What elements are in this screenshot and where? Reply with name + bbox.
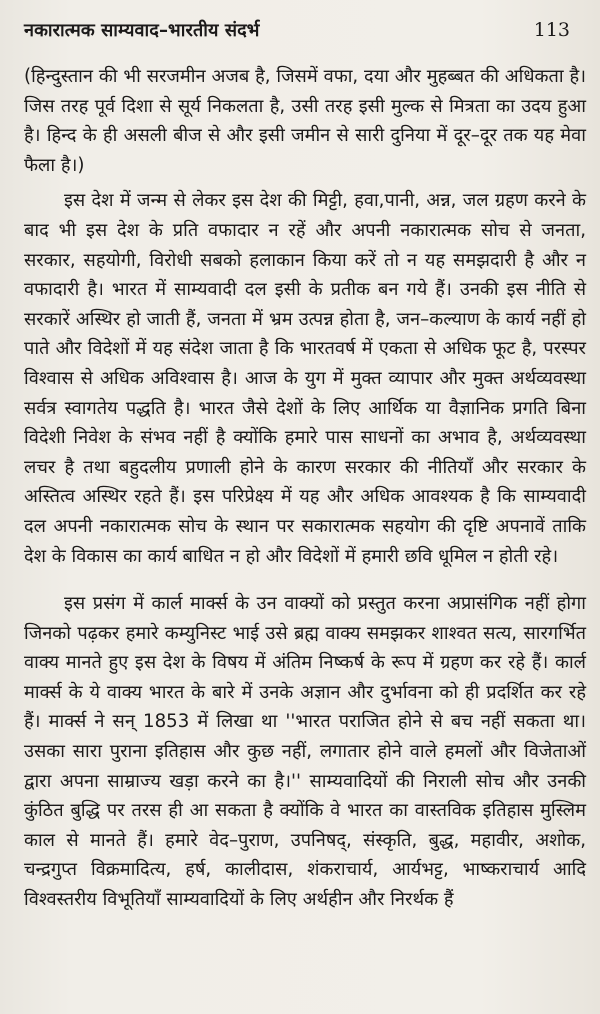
paragraph-communist-party: इस देश में जन्म से लेकर इस देश की मिट्टी, हवा,पानी, अन्न, जल ग्रहण करने के बाद भी इस देश के प्रति वफादार न रहें और अपनी नकारात्मक सोच से जनता, सरकार, सहयोगी, विरोधी सबको हलाकान किया करें तो न यह समझदारी है और न वफादारी है। भारत में साम्यवादी दल इसी के प्रतीक बन गये हैं। उनकी इस नीति से सरकारें अस्थिर हो जाती हैं, जनता में भ्रम उत्पन्न होता है, जन–कल्याण के कार्य नहीं हो पाते और विदेशों में यह संदेश जाता है कि भारतवर्ष में एकता से अधिक फूट है, परस्पर विश्वास से अधिक अविश्वास है। आज के युग में मुक्त व्यापार और मुक्त अर्थव्यवस्था सर्वत्र स्वागतेय पद्धति है। भारत जैसे देशों के लिए आर्थिक या वैज्ञानिक प्रगति बिना विदेशी निवेश के संभव नहीं है क्योंकि हमारे पास साधनों का अभाव है, अर्थव्यवस्था लचर है तथा बहुदलीय प्रणाली होने के कारण सरकार की नीतियाँ और सरकार के अस्तित्व अस्थिर रहते हैं। इस परिप्रेक्ष्य में यह और अधिक आवश्यक है कि साम्यवादी दल अपनी नकारात्मक सोच के स्थान पर सकारात्मक सहयोग की दृष्टि अपनावें ताकि देश के विकास का कार्य बाधित न हो और विदेशों में हमारी छवि धूमिल न होती रहे। — [24, 190, 586, 567]
page-header — [24, 18, 586, 52]
page-number: 113 — [533, 19, 570, 41]
running-head: नकारात्मक साम्यवाद–भारतीय संदर्भ — [24, 20, 260, 41]
paragraph-quote: (हिन्दुस्तान की भी सरजमीन अजब है, जिसमें वफा, दया और मुहब्बत की अधिकता है। जिस तरह पूर्व दिशा से सूर्य निकलता है, उसी तरह इसी मुल्क से मित्रता का उदय हुआ है। हिन्द के ही असली बीज से और इसी जमीन से सारी दुनिया में दूर–दूर तक यह मेवा फैला है।) — [24, 66, 586, 176]
body-text — [24, 62, 586, 915]
paragraph-karl-marx: इस प्रसंग में कार्ल मार्क्स के उन वाक्यों को प्रस्तुत करना अप्रासंगिक नहीं होगा जिनको पढ़कर हमारे कम्युनिस्ट भाई उसे ब्रह्म वाक्य समझकर शाश्वत सत्य, सारगर्भित वाक्य मानते हुए इस देश के विषय में अंतिम निष्कर्ष के रूप में ग्रहण कर रहे हैं। कार्ल मार्क्स के ये वाक्य भारत के बारे में उनके अज्ञान और दुर्भावना को ही प्रदर्शित कर रहे हैं। मार्क्स ने सन् 1853 में लिखा था ''भारत पराजित होने से बच नहीं सकता था। उसका सारा पुराना इतिहास और कुछ नहीं, लगातार होने वाले हमलों और विजेताओं द्वारा अपना साम्राज्य खड़ा करने का है।'' साम्यवादियों की निराली सोच और उनकी कुंठित बुद्धि पर तरस ही आ सकता है क्योंकि वे भारत का वास्तविक इतिहास मुस्लिम काल से मानते हैं। हमारे वेद–पुराण, उपनिषद्, संस्कृति, बुद्ध, महावीर, अशोक, चन्द्रगुप्त विक्रमादित्य, हर्ष, कालीदास, शंकराचार्य, आर्यभट्ट, भाष्कराचार्य आदि विश्वस्तरीय विभूतियाँ साम्यवादियों के लिए अर्थहीन और निरर्थक हैं — [24, 593, 586, 911]
